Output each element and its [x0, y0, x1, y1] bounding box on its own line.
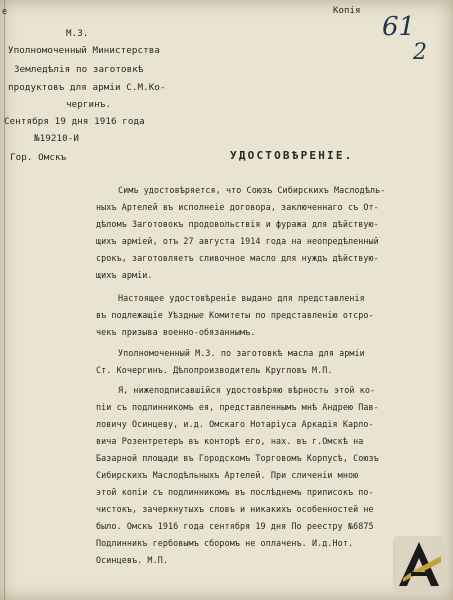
page-edge-line: [2, 0, 8, 600]
body-line-11: Ст. Кочергинъ. Дѣлопроизводитель Кругловъ М.П.: [96, 365, 333, 375]
body-line-2: ныхъ Артелей въ исполнеіе договора, заключеннаго съ От-: [96, 202, 379, 212]
body-line-14: ловичу Осинцеву, и.д. Омскаго Нотаріуса Аркадія Карло-: [96, 419, 374, 429]
header-line-2: Уполномоченный Министерства: [8, 45, 161, 56]
header-line-6: Сентября 19 дня 1916 года: [4, 116, 145, 127]
body-line-13: піи съ подлинникомъ ея, представленнымъ мнѣ Андрею Пав-: [96, 402, 379, 412]
body-line-7: Настоящее удостовѣреніе выдано для представленія: [118, 293, 365, 303]
body-line-10: Уполномоченный М.З. по заготовкѣ масла для арміи: [118, 348, 365, 358]
handwritten-archive-number: 61: [382, 12, 416, 42]
body-line-16: Базарной площади въ Городскомъ Торговомъ Корпусѣ, Союзъ: [96, 453, 379, 463]
body-line-8: въ подлежащіе Уѣздные Комитеты по представленію отсро-: [96, 310, 374, 320]
body-line-17: Сибирскихъ Маслодѣльныхъ Артелей. При сличеніи мною: [96, 470, 359, 480]
body-line-6: щихъ арміи.: [96, 270, 153, 280]
handwritten-sheet-number: 2: [413, 40, 427, 65]
body-line-1: Симъ удостовѣряется, что Союзъ Сибирскихъ Маслодѣль-: [118, 185, 386, 195]
archive-logo-icon: [391, 534, 447, 594]
body-line-18: этой копіи съ подлинникомъ въ послѣднемъ приписокъ по-: [96, 487, 374, 497]
body-line-19: чистокъ, зачеркнутыхъ словъ и никакихъ особенностей не: [96, 504, 374, 514]
header-line-7: №19210-И: [34, 133, 80, 144]
document-title: УДОСТОВѢРЕНІЕ.: [230, 149, 354, 162]
body-line-21: Подлинникъ гербовымъ сборомъ не оплаченъ. И.д.Нот.: [96, 538, 354, 548]
body-line-9: чекъ призыва военно-обязаннымъ.: [96, 327, 256, 337]
header-line-1: М.З.: [66, 28, 89, 39]
body-line-15: вича Розентретеръ въ конторѣ его, нах. въ г.Омскѣ на: [96, 436, 364, 446]
header-line-3: Земледѣлія по заготовкѣ: [14, 64, 144, 75]
copy-label: Копія: [333, 6, 361, 16]
header-line-8: Гор. Омскъ: [10, 152, 67, 163]
header-line-4: продуктовъ для арміи С.М.Ко-: [8, 82, 166, 93]
body-line-12: Я, нижеподписавшійся удостовѣряю вѣрность этой ко-: [118, 385, 376, 395]
body-line-5: срокъ, заготовляетъ сливочное масло для нуждъ дѣйствую-: [96, 253, 379, 263]
body-line-4: щихъ арміей, отъ 27 августа 1914 года на неопредѣленный: [96, 236, 379, 246]
header-line-5: чергинъ.: [66, 99, 112, 110]
body-line-3: дѣломъ Заготовокъ продовольствія и фуража для дѣйствую-: [96, 219, 379, 229]
margin-mark: е: [2, 6, 8, 16]
body-line-22: Осинцевъ. М.П.: [96, 555, 168, 565]
body-line-20: было. Омскъ 1916 года сентября 19 дня По реестру №6875: [96, 521, 374, 531]
